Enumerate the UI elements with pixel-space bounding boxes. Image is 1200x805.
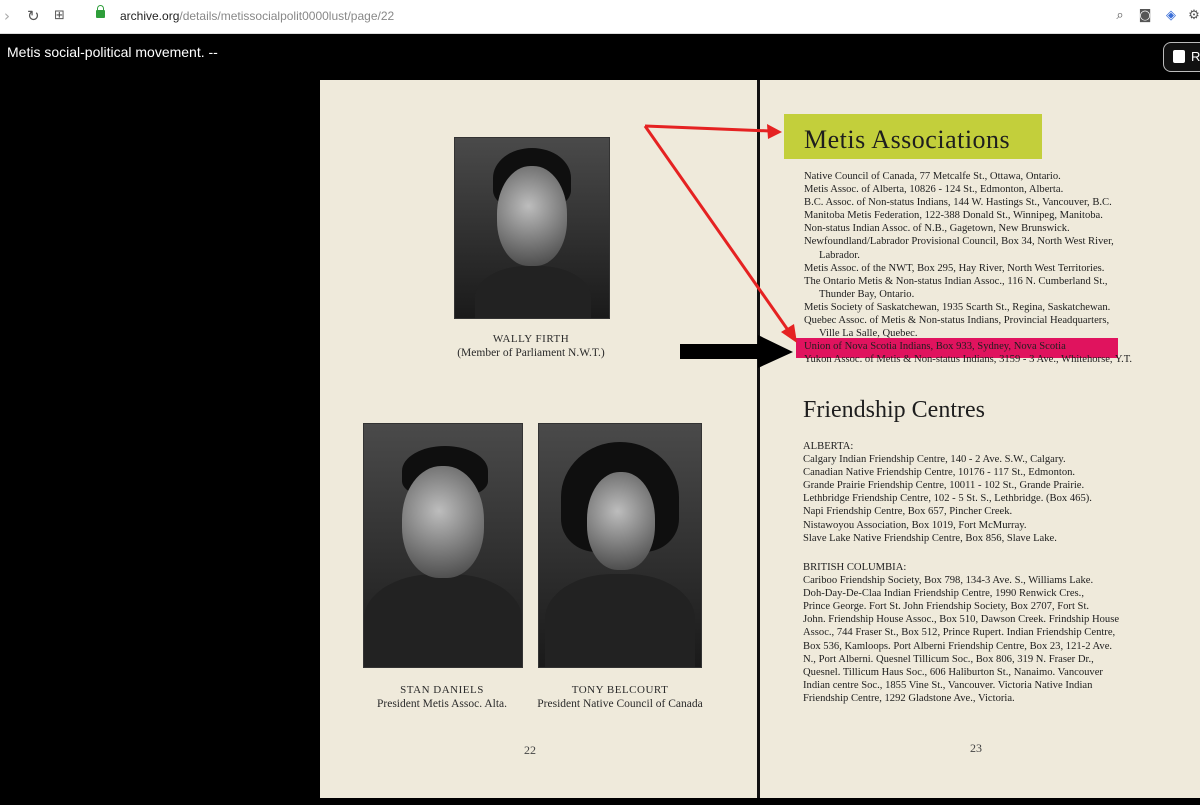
list-item: Box 536, Kamloops. Port Alberni Friendship Centre, Box 23, 121-2 Ave. <box>803 640 1113 652</box>
page-number-right: 23 <box>970 741 982 755</box>
apps-icon[interactable]: ⊞ <box>54 8 65 23</box>
list-item: Metis Society of Saskatchewan, 1935 Scarth St., Regina, Saskatchewan. <box>804 301 1111 313</box>
section-label: BRITISH COLUMBIA: <box>803 562 907 573</box>
caption-role: President Metis Assoc. Alta. <box>376 698 507 710</box>
list-item: Quebec Assoc. of Metis & Non-status Indians, Provincial Headquarters, <box>804 315 1110 327</box>
list-item: Yukon Assoc. of Metis & Non-status Indians, 3159 - 3 Ave., Whitehorse, Y.T. <box>804 354 1133 366</box>
red-annotation-arrows <box>645 124 797 343</box>
zoom-icon[interactable]: ⌕ <box>1116 8 1124 23</box>
back-icon[interactable]: › <box>4 7 10 25</box>
list-item: John. Friendship House Assoc., Box 510, Dawson Creek. Frindship House <box>803 614 1120 626</box>
settings-icon[interactable]: ⚙ <box>1188 8 1200 23</box>
list-item: Friendship Centre, 1292 Gladstone Ave., Victoria. <box>803 692 1015 704</box>
list-item: Doh-Day-De-Claa Indian Friendship Centre, 1990 Renwick Cres., <box>803 588 1084 600</box>
caption-name: TONY BELCOURT <box>571 684 669 696</box>
list-item: The Ontario Metis & Non-status Indian Assoc., 116 N. Cumberland St., <box>804 275 1108 287</box>
book-title: Metis social-political movement. -- <box>7 44 218 60</box>
list-item: Calgary Indian Friendship Centre, 140 - 2 Ave. S.W., Calgary. <box>803 454 1066 466</box>
caption-role: (Member of Parliament N.W.T.) <box>457 347 605 359</box>
list-item: Indian centre Soc., 1855 Vine St., Vancouver. Victoria Native Indian <box>803 679 1093 691</box>
list-item: Assoc., 744 Fraser St., Box 512, Prince Rupert. Indian Friendship Centre, <box>803 627 1116 639</box>
url-path: /details/metissocialpolit0000lust/page/22 <box>179 9 395 23</box>
caption-role: President Native Council of Canada <box>537 698 703 710</box>
list-item: Ville La Salle, Quebec. <box>819 328 918 340</box>
list-item: Manitoba Metis Federation, 122-388 Donald St., Winnipeg, Manitoba. <box>804 210 1103 222</box>
list-item-highlighted: Union of Nova Scotia Indians, Box 933, Sydney, Nova Scotia <box>804 341 1066 353</box>
reload-icon[interactable]: ↻ <box>27 7 40 25</box>
list-item: Thunder Bay, Ontario. <box>819 288 915 300</box>
list-item: Quesnel. Tillicum Haus Soc., 606 Haliburton St., Nanaimo. Vancouver <box>803 666 1103 678</box>
list-item: Non-status Indian Assoc. of N.B., Gagetown, New Brunswick. <box>804 223 1070 235</box>
list-item: Labrador. <box>819 249 860 261</box>
list-item: Canadian Native Friendship Centre, 10176 - 117 St., Edmonton. <box>803 467 1076 479</box>
metis-associations-heading: Metis Associations <box>804 125 1011 154</box>
list-item: Lethbridge Friendship Centre, 102 - 5 St. S., Lethbridge. (Box 465). <box>803 493 1092 505</box>
section-label: ALBERTA: <box>803 441 854 452</box>
list-item: Cariboo Friendship Society, Box 798, 134-3 Ave. S., Williams Lake. <box>803 575 1094 587</box>
page-number-left: 22 <box>524 743 536 757</box>
list-item: Slave Lake Native Friendship Centre, Box 856, Slave Lake. <box>803 532 1057 544</box>
list-item: N., Port Alberni. Quesnel Tillicum Soc., Box 806, 319 N. Fraser Dr., <box>803 653 1094 665</box>
list-item: Prince George. Fort St. John Friendship Society, Box 2707, Fort St. <box>803 601 1090 613</box>
list-item: Grande Prairie Friendship Centre, 10011 - 102 St., Grande Prairie. <box>803 480 1085 492</box>
read-aloud-label: R <box>1191 49 1200 64</box>
list-item: B.C. Assoc. of Non-status Indians, 144 W. Hastings St., Vancouver, B.C. <box>804 197 1112 209</box>
list-item: Native Council of Canada, 77 Metcalfe St., Ottawa, Ontario. <box>804 171 1061 182</box>
url-domain: archive.org <box>120 9 180 23</box>
caption-name: WALLY FIRTH <box>492 333 570 345</box>
list-item: Napi Friendship Centre, Box 657, Pincher Creek. <box>803 506 1013 518</box>
list-item: Metis Assoc. of the NWT, Box 295, Hay River, North West Territories. <box>804 262 1105 274</box>
caption-name: STAN DANIELS <box>400 684 484 696</box>
list-item: Newfoundland/Labrador Provisional Council, Box 34, North West River, <box>804 236 1114 248</box>
list-item: Metis Assoc. of Alberta, 10826 - 124 St., Edmonton, Alberta. <box>804 184 1064 196</box>
camera-icon[interactable]: ◙ <box>1138 8 1152 23</box>
friendship-centres-heading: Friendship Centres <box>803 397 985 423</box>
black-pointer-arrow <box>680 335 793 368</box>
list-item: Nistawoyou Association, Box 1019, Fort McMurray. <box>803 519 1027 531</box>
extension-icon[interactable]: ◈ <box>1166 8 1176 23</box>
